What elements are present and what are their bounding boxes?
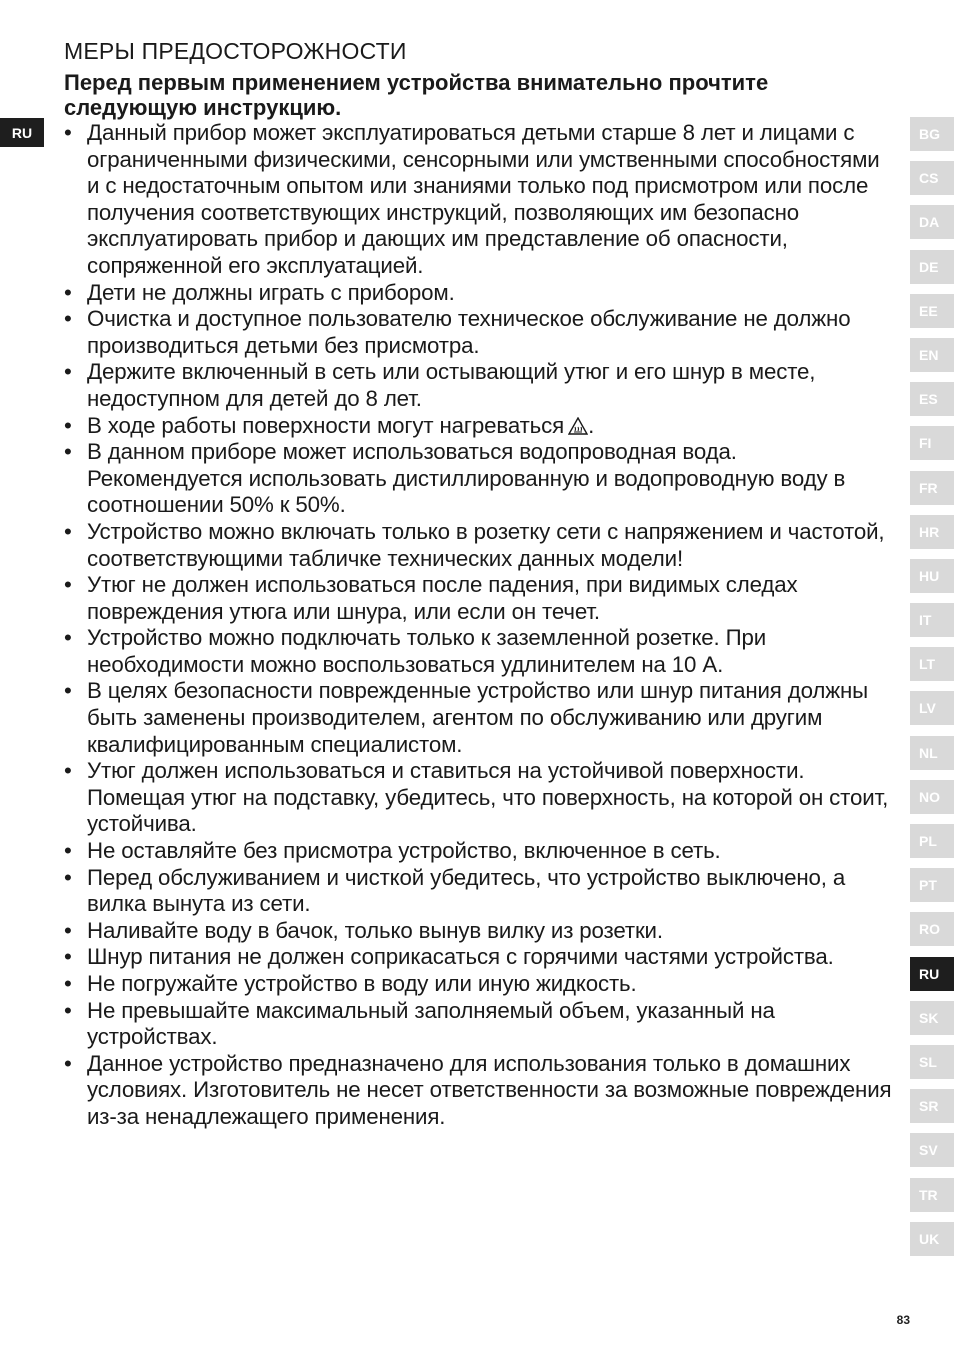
precautions-list	[64, 120, 894, 1131]
list-item-text: Не превышайте максимальный заполняемый объем, указанный на устройствах.	[87, 997, 775, 1050]
language-tab-ru[interactable]: RU	[910, 957, 954, 991]
language-tab-ro[interactable]: RO	[910, 912, 954, 946]
language-tab-sk[interactable]: SK	[910, 1001, 954, 1035]
list-item	[64, 918, 894, 945]
list-item-text: Устройство можно подключать только к заземленной розетке. При необходимости можно воспользоваться удлинителем на 10 A.	[87, 625, 767, 677]
list-item	[64, 678, 894, 758]
language-tab-hr[interactable]: HR	[910, 515, 954, 549]
bullet: •	[64, 1050, 72, 1076]
list-item	[64, 280, 894, 307]
list-item-text: Не оставляйте без присмотра устройство, включенное в сеть.	[87, 838, 721, 864]
bullet: •	[64, 279, 72, 305]
language-tab-fi[interactable]: FI	[910, 426, 954, 460]
intro-text: Перед первым применением устройства внимательно прочтите следующую инструкцию.	[64, 70, 769, 120]
list-item-text: Утюг не должен использоваться после падения, при видимых следах повреждения утюга или шнура, или если он течет.	[87, 572, 798, 624]
language-tab-it[interactable]: IT	[910, 603, 954, 637]
list-item-text: Перед обслуживанием и чисткой убедитесь, что устройство выключено, а вилка вынута из сети.	[87, 864, 846, 917]
page-number: 83	[896, 1313, 910, 1327]
language-tab-lt[interactable]: LT	[910, 647, 954, 681]
bullet: •	[64, 944, 72, 970]
bullet: •	[64, 572, 72, 598]
language-tabs	[910, 117, 954, 1266]
bullet: •	[64, 997, 72, 1023]
bullet: •	[64, 864, 72, 890]
list-item-punct: .	[588, 412, 595, 438]
bullet: •	[64, 518, 72, 544]
list-item	[64, 625, 894, 678]
page-title: МЕРЫ ПРЕДОСТОРОЖНОСТИ	[64, 38, 407, 64]
list-item-text: В ходе работы поверхности могут нагреваться	[87, 412, 565, 438]
bullet: •	[64, 625, 72, 651]
list-item	[64, 865, 894, 918]
bullet: •	[64, 758, 72, 784]
list-item-text: Шнур питания не должен соприкасаться с горячими частями устройства.	[87, 944, 834, 970]
bullet: •	[64, 838, 72, 864]
language-tab-sr[interactable]: SR	[910, 1089, 954, 1123]
language-tab-sl[interactable]: SL	[910, 1045, 954, 1079]
list-item	[64, 758, 894, 838]
precautions-section	[64, 36, 894, 1131]
bullet: •	[64, 359, 72, 385]
language-tab-pl[interactable]: PL	[910, 824, 954, 858]
list-item	[64, 306, 894, 359]
list-item-text: Устройство можно включать только в розетку сети с напряжением и частотой, соответствующими табличке технических данных модели!	[87, 518, 885, 571]
bullet: •	[64, 412, 72, 438]
list-item-text: В целях безопасности поврежденные устройство или шнур питания должны быть заменены производителем, агентом по обслуживанию или другим квалифицированным специалистом.	[87, 678, 869, 757]
language-tab-cs[interactable]: CS	[910, 161, 954, 195]
list-item-text: Утюг должен использоваться и ставиться на устойчивой поверхности. Помещая утюг на подставку, убедитесь, что поверхность, на которой он стоит, устойчива.	[87, 758, 889, 837]
language-tab-ee[interactable]: EE	[910, 294, 954, 328]
bullet: •	[64, 120, 72, 145]
language-tab-pt[interactable]: PT	[910, 868, 954, 902]
list-item	[64, 838, 894, 865]
list-item	[64, 971, 894, 998]
language-tab-no[interactable]: NO	[910, 780, 954, 814]
list-item-text: Не погружайте устройство в воду или иную жидкость.	[87, 971, 637, 996]
bullet: •	[64, 971, 72, 996]
language-tab-es[interactable]: ES	[910, 382, 954, 416]
list-item-text: Наливайте воду в бачок, только вынув вилку из розетки.	[87, 917, 663, 943]
bullet: •	[64, 306, 72, 332]
language-tab-tr[interactable]: TR	[910, 1178, 954, 1212]
language-tab-fr[interactable]: FR	[910, 471, 954, 505]
language-tab-bg[interactable]: BG	[910, 117, 954, 151]
list-item	[64, 998, 894, 1051]
list-item	[64, 1051, 894, 1131]
list-item	[64, 439, 894, 519]
list-item	[64, 359, 894, 412]
list-item-text: Дети не должны играть с прибором.	[87, 279, 455, 305]
language-tab-da[interactable]: DA	[910, 205, 954, 239]
hot-surface-warning-icon	[568, 415, 588, 433]
language-tab-uk[interactable]: UK	[910, 1222, 954, 1256]
language-tab-hu[interactable]: HU	[910, 559, 954, 593]
list-item	[64, 120, 894, 280]
bullet: •	[64, 678, 72, 704]
list-item-text: Очистка и доступное пользователю техническое обслуживание не должно производиться детьми без присмотра.	[87, 306, 851, 358]
language-tab-sv[interactable]: SV	[910, 1133, 954, 1167]
language-tab-nl[interactable]: NL	[910, 736, 954, 770]
language-tab-de[interactable]: DE	[910, 250, 954, 284]
list-item	[64, 572, 894, 625]
list-item-text: Данный прибор может эксплуатироваться детьми старше 8 лет и лицами с ограниченными физическими, сенсорными или умственными способностями и с недостаточным опытом или знаниями только под присмотром или после получения соответствующих инструкций, позволяющих им безопасно эксплуатировать прибор и дающих им представление об опасности, сопряженной его эксплуатацией.	[87, 120, 880, 278]
list-item	[64, 944, 894, 971]
bullet: •	[64, 439, 72, 465]
list-item-text: Данное устройство предназначено для использования только в домашних условиях. Изготовитель не несет ответственности за возможные повреждения из-за ненадлежащего применения.	[87, 1050, 892, 1129]
language-tab-en[interactable]: EN	[910, 338, 954, 372]
list-item-text: В данном приборе может использоваться водопроводная вода. Рекомендуется использовать дистиллированную и водопроводную воду в соотношении 50% к 50%.	[87, 439, 846, 518]
language-tab-lv[interactable]: LV	[910, 691, 954, 725]
list-item	[64, 519, 894, 572]
list-item-text: Держите включенный в сеть или остывающий утюг и его шнур в месте, недоступном для детей до 8 лет.	[87, 359, 816, 411]
bullet: •	[64, 917, 72, 943]
list-item	[64, 413, 894, 440]
current-language-badge: RU	[0, 118, 44, 147]
